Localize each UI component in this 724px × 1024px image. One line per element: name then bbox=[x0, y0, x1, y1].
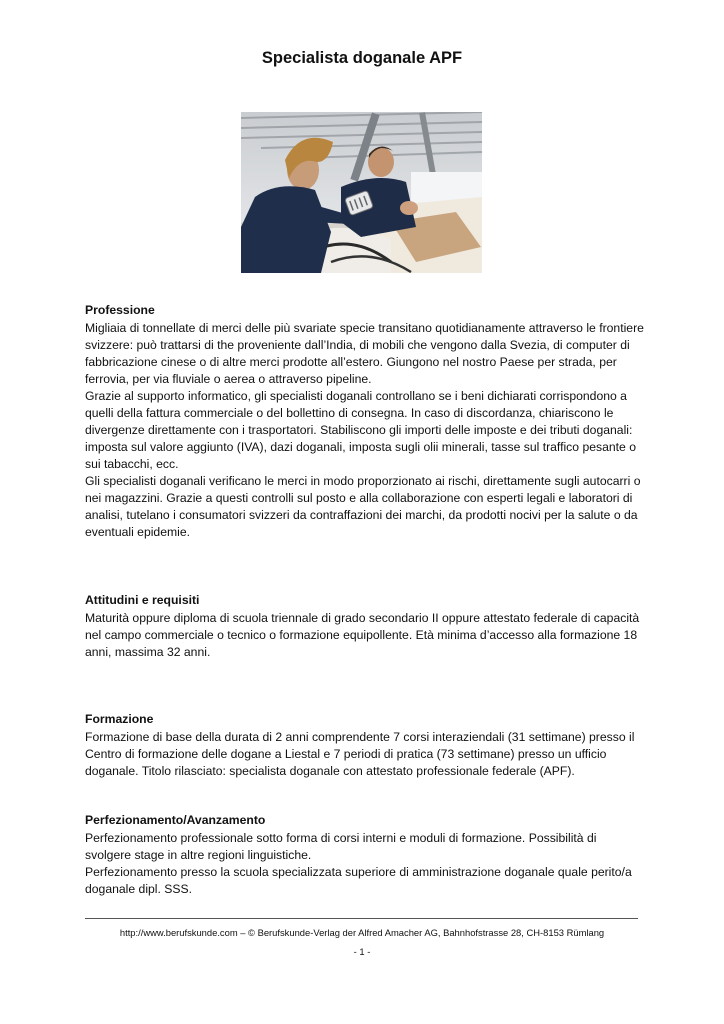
section-heading: Professione bbox=[85, 303, 155, 317]
section-professione bbox=[85, 302, 645, 541]
section-paragraph: Perfezionamento presso la scuola specializzata superiore di amministrazione doganale quale perito/a doganale dipl. SSS. bbox=[85, 865, 632, 896]
section-attitudini bbox=[85, 592, 645, 661]
section-paragraph: Formazione di base della durata di 2 anni comprendente 7 corsi interaziendali (31 settimane) presso il Centro di formazione delle dogane a Liestal e 7 periodi di pratica (73 settimane) presso un ufficio doganale. Titolo rilasciato: specialista doganale con attestato professionale federale (APF). bbox=[85, 730, 635, 778]
section-formazione bbox=[85, 711, 645, 780]
page-number: - 1 - bbox=[353, 946, 371, 957]
customs-inspection-photo bbox=[241, 112, 482, 273]
section-heading: Formazione bbox=[85, 712, 154, 726]
section-heading: Attitudini e requisiti bbox=[85, 593, 200, 607]
section-paragraph: Perfezionamento professionale sotto forma di corsi interni e moduli di formazione. Possibilità di svolgere stage in altre regioni linguistiche. bbox=[85, 831, 597, 862]
section-paragraph: Maturità oppure diploma di scuola triennale di grado secondario II oppure attestato federale di capacità nel campo commerciale o tecnico o formazione equipollente. Età minima d’accesso alla formazione 18 anni, massima 32 anni. bbox=[85, 611, 640, 659]
footer-text: http://www.berufskunde.com – © Berufskunde-Verlag der Alfred Amacher AG, Bahnhofstrasse 28, CH-8153 Rümlang bbox=[119, 927, 605, 938]
footer-divider bbox=[85, 918, 638, 919]
page-title: Specialista doganale APF bbox=[261, 49, 463, 67]
section-paragraph: Gli specialisti doganali verificano le merci in modo proporzionato ai rischi, direttamente sugli autocarri o nei magazzini. Grazie a questi controlli sul posto e alla collaborazione con esperti legali e laboratori di analisi, tutelano i consumatori svizzeri da contraffazioni dei marchi, da prodotti nocivi per la salute o da eventuali epidemie. bbox=[85, 474, 641, 539]
section-paragraph: Grazie al supporto informatico, gli specialisti doganali controllano se i beni dichiarati corrispondono a quelli della fattura commerciale o del bollettino di consegna. In caso di discordanza, chiariscono le divergenze direttamente con i trasportatori. Stabiliscono gli importi delle imposte e dei tributi doganali: imposta sul valore aggiunto (IVA), dazi doganali, imposta sugli olii minerali, tasse sul traffico pesante o sui tabacchi, ecc. bbox=[85, 389, 636, 471]
section-perfezionamento bbox=[85, 812, 645, 898]
section-heading: Perfezionamento/Avanzamento bbox=[85, 813, 266, 827]
section-paragraph: Migliaia di tonnellate di merci delle più svariate specie transitano quotidianamente attraverso le frontiere svizzere: può trattarsi di the proveniente dall’India, di mobili che vengono dalla Svezia, di computer di fabbricazione cinese o di altre merci prodotte all’estero. Giungono nel nostro Paese per strada, per ferrovia, per via fluviale o aerea o attraverso pipeline. bbox=[85, 321, 644, 386]
